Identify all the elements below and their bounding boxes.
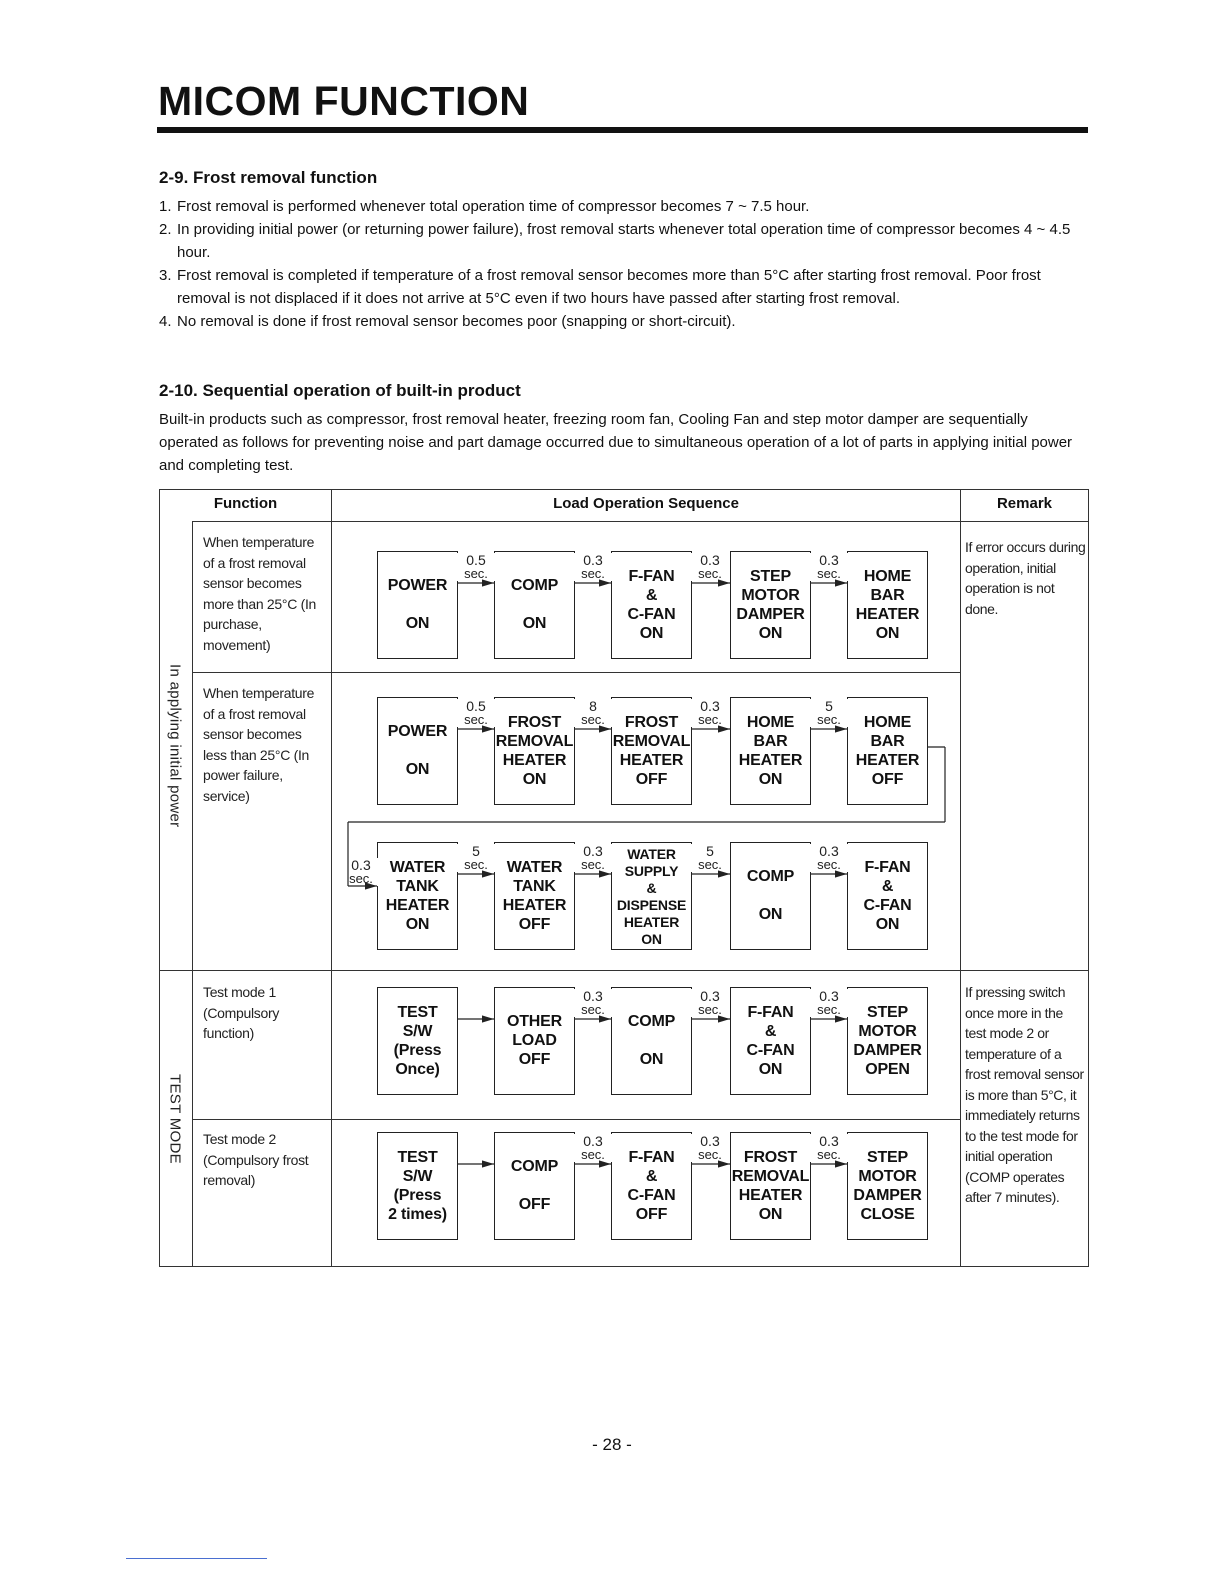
sequence-step-text: & [645,586,658,604]
delay-label [573,989,613,1017]
sequence-step-text: BAR [870,586,905,604]
sequence-step-text: DISPENSE [616,896,687,913]
sequence-step-text: HEATER [738,751,803,769]
sequence-step-text: HOME [863,713,912,731]
sequence-step-text: OFF [518,1051,551,1068]
table-border-right [1088,489,1089,1267]
delay-label [690,699,730,727]
sequence-step-text: FROST [743,1148,798,1166]
sequence-step-box [377,1132,458,1240]
sequence-step-text: COMP [627,1013,676,1030]
sequence-step-text: WATER [389,858,446,876]
delay-unit: sec. [581,712,605,727]
delay-value: 0.3 [700,988,720,1004]
sequence-step-text: BAR [753,732,788,750]
header-function: Function [213,495,278,512]
sequence-step-text: STEP [867,1003,908,1021]
delay-unit: sec. [817,857,841,872]
page-number: - 28 - [592,1435,632,1454]
sequence-step-box [611,1132,692,1240]
sequence-step-text: ON [758,906,783,923]
sequence-step-text: MOTOR [858,1167,917,1185]
sequence-step-box [730,551,811,659]
sequence-step-text: F-FAN [747,1003,794,1021]
delay-value: 0.3 [583,843,603,859]
sequence-step-text: OFF [871,770,904,788]
delay-unit: sec. [349,871,373,886]
sequence-step-text: & [764,1022,777,1040]
delay-label [573,553,613,581]
sequence-step-box [377,551,458,659]
table-row-rule [192,1119,960,1120]
sequence-step-text: REMOVAL [612,732,691,750]
section-heading-sequential-operation: 2-10. Sequential operation of built-in product [159,381,521,400]
list-item: 3. Frost removal is completed if temperature of a frost removal sensor becomes more than 5°C after starting frost removal. Poor frost removal is not displaced if it does not arrive at 5°C even if two hours have passed after starting frost removal. [159,267,1041,307]
sequence-step-text: OPEN [865,1060,910,1078]
delay-label [809,553,849,581]
row-label-above-25c: When temperature of a frost removal sensor becomes more than 25°C (In purchase, movement) [203,534,317,653]
delay-unit: sec. [698,1147,722,1162]
sequence-step-text: ON [758,1205,783,1223]
delay-value: 0.3 [819,843,839,859]
sequence-step-text: HEATER [385,896,450,914]
sequence-step-text: ON [875,915,900,933]
delay-value: 0.3 [351,857,371,873]
sequence-step-text: COMP [746,868,795,885]
sequence-step-text: ON [522,770,547,788]
sequence-step-text: HEATER [855,605,920,623]
sequence-step-text: FROST [507,713,562,731]
sequence-step-text: & [645,1167,658,1185]
remark-test-mode: If pressing switch once more in the test mode 2 or temperature of a frost removal sensor is more than 5°C, it immediately returns to the test mode for initial operation (COMP operates after 7 minutes). [965,984,1084,1205]
sequence-step-text: POWER [387,723,448,740]
delay-value: 0.3 [819,1133,839,1149]
sequence-step-box [847,842,928,950]
sequence-step-text: HEATER [738,1186,803,1204]
sequential-operation-paragraph: Built-in products such as compressor, frost removal heater, freezing room fan, Cooling Fan and step motor damper are sequentially operated as follows for preventing noise and part damage occurred due to simultaneous operation of a lot of parts in applying initial power and completing test. [159,411,1073,474]
sequence-step-text: BAR [870,732,905,750]
delay-unit: sec. [698,857,722,872]
sequence-step-text: (Press [393,1041,442,1059]
sequence-step-text: & [881,877,894,895]
table-group-rule [159,970,1088,971]
list-item: 4. No removal is done if frost removal sensor becomes poor (snapping or short-circuit). [159,313,736,330]
sequence-step-box [847,1132,928,1240]
delay-label [809,699,849,727]
table-header-rule [192,521,1088,522]
sequence-step-box [494,1132,575,1240]
delay-label [456,553,496,581]
remark-initial-power: If error occurs during operation, initial operation is not done. [965,539,1086,617]
sequence-step-text: ON [405,761,430,778]
sequence-step-text: ON [639,1051,664,1068]
delay-value: 5 [706,843,714,859]
delay-label [456,844,496,872]
delay-label [456,699,496,727]
row-label-test-mode-1: Test mode 1 (Compulsory function) [203,984,280,1041]
sequence-step-text: TANK [396,877,439,895]
sequence-step-text: TANK [513,877,556,895]
sequence-step-text: OFF [635,770,668,788]
table-divider [192,521,193,1267]
sequence-step-text: REMOVAL [495,732,574,750]
sequence-step-text: DAMPER [736,605,805,623]
sequence-step-text: DAMPER [853,1186,922,1204]
row-label-below-25c: When temperature of a frost removal sensor becomes less than 25°C (In power failure, service) [203,685,315,804]
delay-label [690,989,730,1017]
delay-value: 0.3 [700,698,720,714]
sequence-step-box [377,842,458,950]
sequence-step-text: WATER [506,858,563,876]
delay-unit: sec. [464,712,488,727]
delay-label [573,1134,613,1162]
sequence-step-text: C-FAN [863,896,912,914]
sequence-step-text: POWER [387,577,448,594]
page-title: MICOM FUNCTION [158,78,530,124]
sequence-step-text: OFF [518,1196,551,1213]
delay-unit: sec. [817,1147,841,1162]
sequence-step-text: OFF [518,915,551,933]
delay-label [809,844,849,872]
footer-link-line [126,1558,267,1559]
lead-delay-label [344,858,378,886]
delay-value: 0.3 [819,988,839,1004]
sequence-step-text: 2 times) [388,1205,447,1223]
sequence-step-text: LOAD [512,1032,557,1049]
sequence-step-box [730,697,811,805]
sequence-step-box [494,697,575,805]
delay-unit: sec. [581,857,605,872]
sequence-step-text: HOME [746,713,795,731]
delay-value: 0.3 [700,552,720,568]
sequence-step-text: COMP [510,577,559,594]
title-rule [157,127,1088,133]
section-heading-frost-removal: 2-9. Frost removal function [159,168,378,187]
sequence-step-text: HEATER [619,751,684,769]
sequence-step-text: OFF [635,1205,668,1223]
group-label-initial-power: In applying initial power [166,664,184,828]
delay-unit: sec. [464,857,488,872]
delay-value: 5 [472,843,480,859]
delay-unit: sec. [698,712,722,727]
sequence-step-box [494,551,575,659]
delay-value: 0.3 [583,552,603,568]
sequence-step-text: TEST [397,1148,438,1166]
table-border-bottom [159,1266,1089,1267]
delay-unit: sec. [581,566,605,581]
table-row-rule [192,672,960,673]
sequence-step-box [494,987,575,1095]
sequence-step-text: C-FAN [746,1041,795,1059]
sequence-step-text: ON [758,624,783,642]
list-item: 2. In providing initial power (or returning power failure), frost removal starts whenever total operation time of compressor becomes 4 ~ 4.5 hour. [159,221,1071,261]
sequence-step-text: HEATER [502,751,567,769]
list-item: 1. Frost removal is performed whenever total operation time of compressor becomes 7 ~ 7.5 hour. [159,198,810,215]
delay-label [690,844,730,872]
sequence-step-box [611,697,692,805]
sequence-step-box [377,697,458,805]
sequence-step-text: ON [639,624,664,642]
sequence-step-text: (Press [393,1186,442,1204]
sequence-step-text: REMOVAL [731,1167,810,1185]
delay-value: 0.5 [466,552,486,568]
sequence-step-box [611,987,692,1095]
sequence-step-text: ON [758,770,783,788]
sequence-step-text: WATER [627,845,676,862]
sequence-step-text: ON [641,930,662,947]
sequence-step-text: OTHER [506,1013,562,1030]
delay-label [573,699,613,727]
sequence-step-text: S/W [402,1022,433,1040]
table-divider [960,489,961,1267]
sequence-step-text: DAMPER [853,1041,922,1059]
delay-value: 8 [589,698,597,714]
group-label-test-mode: TEST MODE [166,1073,184,1164]
delay-unit: sec. [581,1147,605,1162]
delay-unit: sec. [698,566,722,581]
sequence-step-box [847,551,928,659]
sequence-step-box [377,987,458,1095]
sequence-step-text: MOTOR [741,586,800,604]
sequence-step-text: ON [522,615,547,632]
sequence-step-text: ON [405,915,430,933]
sequence-step-text: C-FAN [627,605,676,623]
sequence-step-text: & [646,879,657,896]
frost-removal-list [159,195,1089,333]
sequence-step-box [730,987,811,1095]
sequence-step-text: F-FAN [864,858,911,876]
sequence-step-text: FROST [624,713,679,731]
delay-label [690,553,730,581]
sequence-step-text: STEP [750,567,791,585]
sequence-step-text: SUPPLY [624,862,679,879]
delay-label [809,989,849,1017]
sequence-step-text: ON [405,615,430,632]
sequence-step-box [730,842,811,950]
delay-unit: sec. [817,566,841,581]
sequence-step-text: HOME [863,567,912,585]
delay-value: 0.3 [819,552,839,568]
sequence-step-box [611,842,692,950]
delay-label [573,844,613,872]
sequence-step-box [494,842,575,950]
row-label-test-mode-2: Test mode 2 (Compulsory frost removal) [203,1131,309,1188]
sequence-step-box [730,1132,811,1240]
sequence-step-text: C-FAN [627,1186,676,1204]
delay-unit: sec. [817,1002,841,1017]
sequence-step-text: HEATER [855,751,920,769]
sequence-step-box [847,697,928,805]
delay-value: 5 [825,698,833,714]
sequence-step-text: HEATER [502,896,567,914]
table-divider [331,489,332,1267]
header-load-operation-sequence: Load Operation Sequence [553,495,739,512]
table-border-left [159,489,160,1267]
sequence-step-text: F-FAN [628,567,675,585]
delay-value: 0.5 [466,698,486,714]
sequence-step-text: ON [875,624,900,642]
sequence-step-text: S/W [402,1167,433,1185]
delay-unit: sec. [698,1002,722,1017]
sequence-step-text: HEATER [623,913,680,930]
delay-value: 0.3 [583,988,603,1004]
sequence-step-text: TEST [397,1003,438,1021]
delay-label [690,1134,730,1162]
sequence-step-text: STEP [867,1148,908,1166]
delay-label [809,1134,849,1162]
sequence-step-text: ON [758,1060,783,1078]
sequence-step-text: COMP [510,1158,559,1175]
delay-unit: sec. [581,1002,605,1017]
delay-unit: sec. [817,712,841,727]
sequence-step-box [611,551,692,659]
table-border-top [159,489,1089,490]
sequence-step-box [847,987,928,1095]
delay-value: 0.3 [700,1133,720,1149]
sequence-step-text: MOTOR [858,1022,917,1040]
sequence-step-text: CLOSE [860,1205,915,1223]
sequence-step-text: Once) [395,1060,440,1078]
delay-value: 0.3 [583,1133,603,1149]
sequence-step-text: F-FAN [628,1148,675,1166]
header-remark: Remark [996,495,1053,512]
delay-unit: sec. [464,566,488,581]
